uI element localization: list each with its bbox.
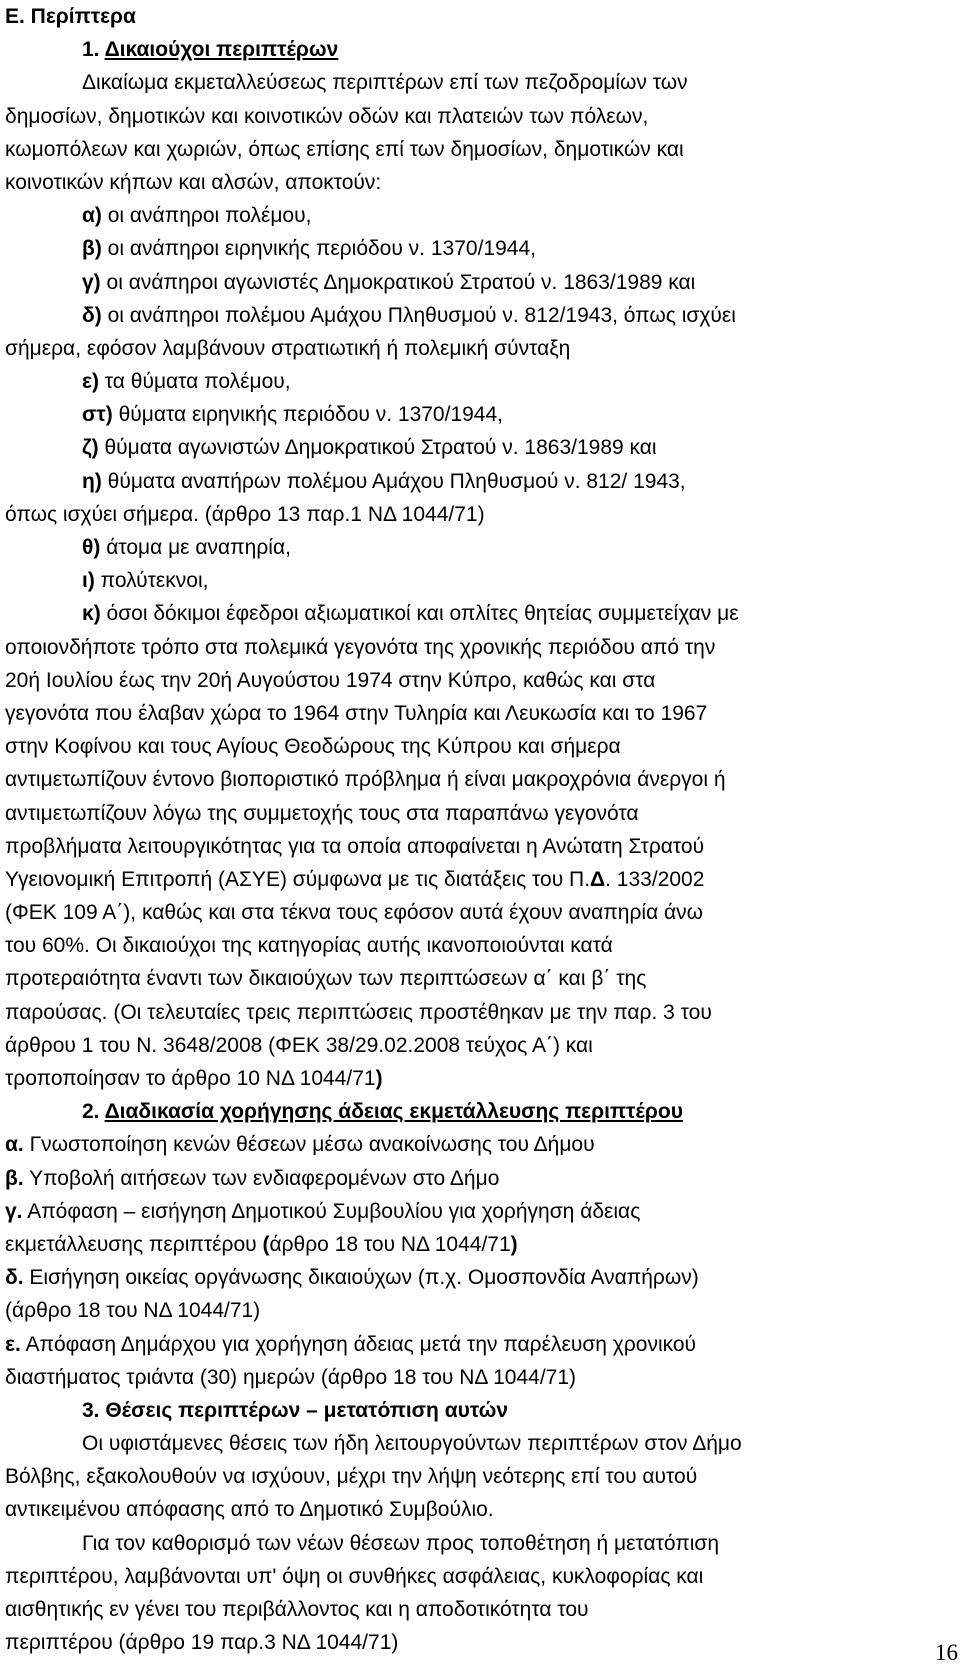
step-e (5, 1328, 957, 1361)
k-line-13: άρθρου 1 του Ν. 3648/2008 (ΦΕΚ 38/29.02.2008 τεύχος Α΄) και (5, 1033, 593, 1057)
subsection-2-number: 2. (82, 1100, 105, 1124)
step-d-continuation: (άρθρο 18 του ΝΔ 1044/71) (5, 1299, 261, 1323)
list-text: πολύτεκνοι, (94, 569, 209, 593)
list-text: οι ανάπηροι αγωνιστές Δημοκρατικού Στρατού ν. 1863/1989 και (100, 270, 696, 294)
k-line-8 (5, 863, 957, 896)
step-text: Απόφαση Δημάρχου για χορήγηση άδειας μετά την παρέλευση χρονικού (20, 1332, 697, 1356)
list-label: δ) (82, 303, 102, 327)
list-text: οι ανάπηροι ειρηνικής περιόδου ν. 1370/1944, (101, 237, 536, 261)
intro-line-3: κωμοπόλεων και χωριών, όπως επίσης επί των δημοσίων, δημοτικών και (5, 137, 684, 161)
subsection-2-heading (5, 1095, 957, 1128)
s3-p1-line-1: Οι υφιστάμενες θέσεις των ήδη λειτουργούντων περιπτέρων στον Δήμο (82, 1432, 742, 1456)
intro-line-2: δημοσίων, δημοτικών και κοινοτικών οδών και πλατειών των πόλεων, (5, 104, 649, 128)
k-line-3: γεγονότα που έλαβαν χώρα το 1964 στην Τυληρία και Λευκωσία και το 1967 (5, 701, 708, 725)
step-text: Υποβολή αιτήσεων των ενδιαφερομένων στο Δήμο (23, 1166, 500, 1190)
step-text: Γνωστοποίηση κενών θέσεων μέσω ανακοίνωσης του Δήμου (23, 1133, 595, 1157)
k-line-10: του 60%. Οι δικαιούχοι της κατηγορίας αυτής ικανοποιούνται κατά (5, 934, 613, 958)
k-line-7: προβλήματα λειτουργικότητας για τα οποία αποφαίνεται η Ανώτατη Στρατού (5, 834, 705, 858)
step-label: δ. (5, 1266, 24, 1290)
list-label: β) (82, 237, 102, 261)
list-item-i (5, 564, 957, 597)
list-label: ζ) (82, 436, 99, 460)
list-label: στ) (82, 403, 113, 427)
k-line-8-text: Υγειονομική Επιτροπή (ΑΣΥΕ) σύμφωνα με τις διατάξεις του Π. (5, 867, 591, 891)
k-line-6: αντιμετωπίζουν λόγω της συμμετοχής τους στα παραπάνω γεγονότα (5, 801, 639, 825)
subsection-1-title: Δικαιούχοι περιπτέρων (104, 38, 339, 62)
list-text: άτομα με αναπηρία, (100, 536, 291, 559)
k-line-14 (5, 1062, 957, 1095)
page-number: 16 (935, 1640, 958, 1665)
k-line-14-bold: ) (375, 1067, 383, 1090)
list-item-d (5, 299, 957, 332)
list-label: α) (82, 204, 102, 228)
subsection-3-heading: 3. Θέσεις περιπτέρων – μετατόπιση αυτών (82, 1398, 509, 1422)
step-label: β. (5, 1166, 24, 1190)
subsection-1-number: 1. (82, 38, 105, 62)
step-c-cont-paren-open: ( (262, 1232, 270, 1256)
s3-p1-line-2: Βόλβης, εξακολουθούν να ισχύουν, μέχρι την λήψη νεότερης επί του αυτού (5, 1465, 698, 1489)
list-item-h-continuation: όπως ισχύει σήμερα. (άρθρο 13 παρ.1 ΝΔ 1044/71) (5, 502, 485, 526)
list-text: όσοι δόκιμοι έφεδροι αξιωματικοί και οπλίτες θητείας συμμετείχαν με (100, 602, 739, 626)
list-item-st (5, 398, 957, 431)
step-d (5, 1261, 957, 1294)
list-label: κ) (82, 602, 101, 626)
subsection-1-heading (5, 33, 957, 66)
step-label: ε. (5, 1332, 21, 1356)
k-line-12: παρούσας. (Οι τελευταίες τρεις περιπτώσεις προστέθηκαν με την παρ. 3 του (5, 1000, 712, 1024)
step-c-cont-ref: άρθρο 18 του ΝΔ 1044/71 (269, 1232, 511, 1256)
step-c-continuation (5, 1228, 957, 1261)
list-item-c (5, 266, 957, 299)
subsection-2-title: Διαδικασία χορήγησης άδειας εκμετάλλευσης περιπτέρου (104, 1100, 683, 1124)
list-text: θύματα αναπήρων πολέμου Αμάχου Πληθυσμού ν. 812/ 1943, (101, 469, 686, 493)
list-text: οι ανάπηροι πολέμου Αμάχου Πληθυσμού ν. 812/1943, όπως ισχύει (101, 303, 736, 327)
step-label: α. (5, 1133, 24, 1157)
list-label: ι) (82, 569, 95, 593)
step-c (5, 1195, 957, 1228)
list-item-e (5, 365, 957, 398)
list-item-k (5, 597, 957, 630)
step-b (5, 1162, 957, 1195)
k-line-1: οποιονδήποτε τρόπο στα πολεμικά γεγονότα της χρονικής περιόδου από την (5, 635, 716, 659)
intro-line-1: Δικαίωμα εκμεταλλεύσεως περιπτέρων επί των πεζοδρομίων των (82, 71, 688, 95)
s3-p2-line-4: περιπτέρου (άρθρο 19 παρ.3 ΝΔ 1044/71) (5, 1631, 399, 1655)
list-item-th (5, 531, 957, 564)
step-a (5, 1128, 957, 1161)
list-label: η) (82, 469, 102, 493)
list-text: οι ανάπηροι πολέμου, (101, 204, 312, 228)
step-text: Εισήγηση οικείας οργάνωσης δικαιούχων (π.χ. Ομοσπονδία Αναπήρων) (23, 1266, 699, 1290)
step-text: Απόφαση – εισήγηση Δημοτικού Συμβουλίου για χορήγηση άδειας (22, 1199, 641, 1223)
k-line-9: (ΦΕΚ 109 Α΄), καθώς και στα τέκνα τους εφόσον αυτά έχουν αναπηρία άνω (5, 901, 704, 925)
s3-p2-line-1: Για τον καθορισμό των νέων θέσεων προς τοποθέτηση ή μετατόπιση (82, 1531, 720, 1555)
step-e-continuation: διαστήματος τριάντα (30) ημερών (άρθρο 18 του ΝΔ 1044/71) (5, 1365, 576, 1389)
list-item-z (5, 431, 957, 464)
list-item-h (5, 465, 957, 498)
intro-line-4: κοινοτικών κήπων και αλσών, αποκτούν: (5, 170, 382, 194)
list-text: θύματα ειρηνικής περιόδου ν. 1370/1944, (112, 403, 503, 427)
list-label: ε) (82, 370, 99, 394)
list-item-b (5, 232, 957, 265)
list-text: θύματα αγωνιστών Δημοκρατικού Στρατού ν. 1863/1989 και (98, 436, 657, 460)
list-text: τα θύματα πολέμου, (98, 370, 291, 394)
list-item-a (5, 199, 957, 232)
k-line-8-bold: Δ (590, 867, 606, 891)
k-line-11: προτεραιότητα έναντι των δικαιούχων των περιπτώσεων α΄ και β΄ της (5, 967, 647, 991)
list-item-d-continuation: σήμερα, εφόσον λαμβάνουν στρατιωτική ή πολεμική σύνταξη (5, 336, 571, 360)
list-label: θ) (82, 536, 101, 559)
k-line-2: 20ή Ιουλίου έως την 20ή Αυγούστου 1974 στην Κύπρο, καθώς και στα (5, 668, 656, 692)
step-label: γ. (5, 1199, 23, 1223)
k-line-8-end: . 133/2002 (605, 867, 705, 891)
s3-p1-line-3: αντικειμένου απόφασης από το Δημοτικό Συμβούλιο. (5, 1498, 494, 1522)
k-line-14-text: τροποποίησαν το άρθρο 10 ΝΔ 1044/71 (5, 1067, 376, 1090)
document-page (5, 0, 957, 1659)
s3-p2-line-3: αισθητικής εν γένει του περιβάλλοντος και η αποδοτικότητα του (5, 1598, 589, 1621)
list-label: γ) (82, 270, 101, 294)
s3-p2-line-2: περιπτέρου, λαμβάνονται υπ' όψη οι συνθήκες ασφάλειας, κυκλοφορίας και (5, 1564, 704, 1588)
section-title: Ε. Περίπτερα (5, 5, 136, 28)
k-line-5: αντιμετωπίζουν έντονο βιοποριστικό πρόβλημα ή είναι μακροχρόνια άνεργοι ή (5, 768, 726, 792)
step-c-cont-text: εκμετάλλευσης περιπτέρου (5, 1232, 263, 1256)
k-line-4: στην Κοφίνου και τους Αγίους Θεοδώρους της Κύπρου και σήμερα (5, 735, 621, 759)
step-c-cont-paren-close: ) (510, 1232, 518, 1256)
